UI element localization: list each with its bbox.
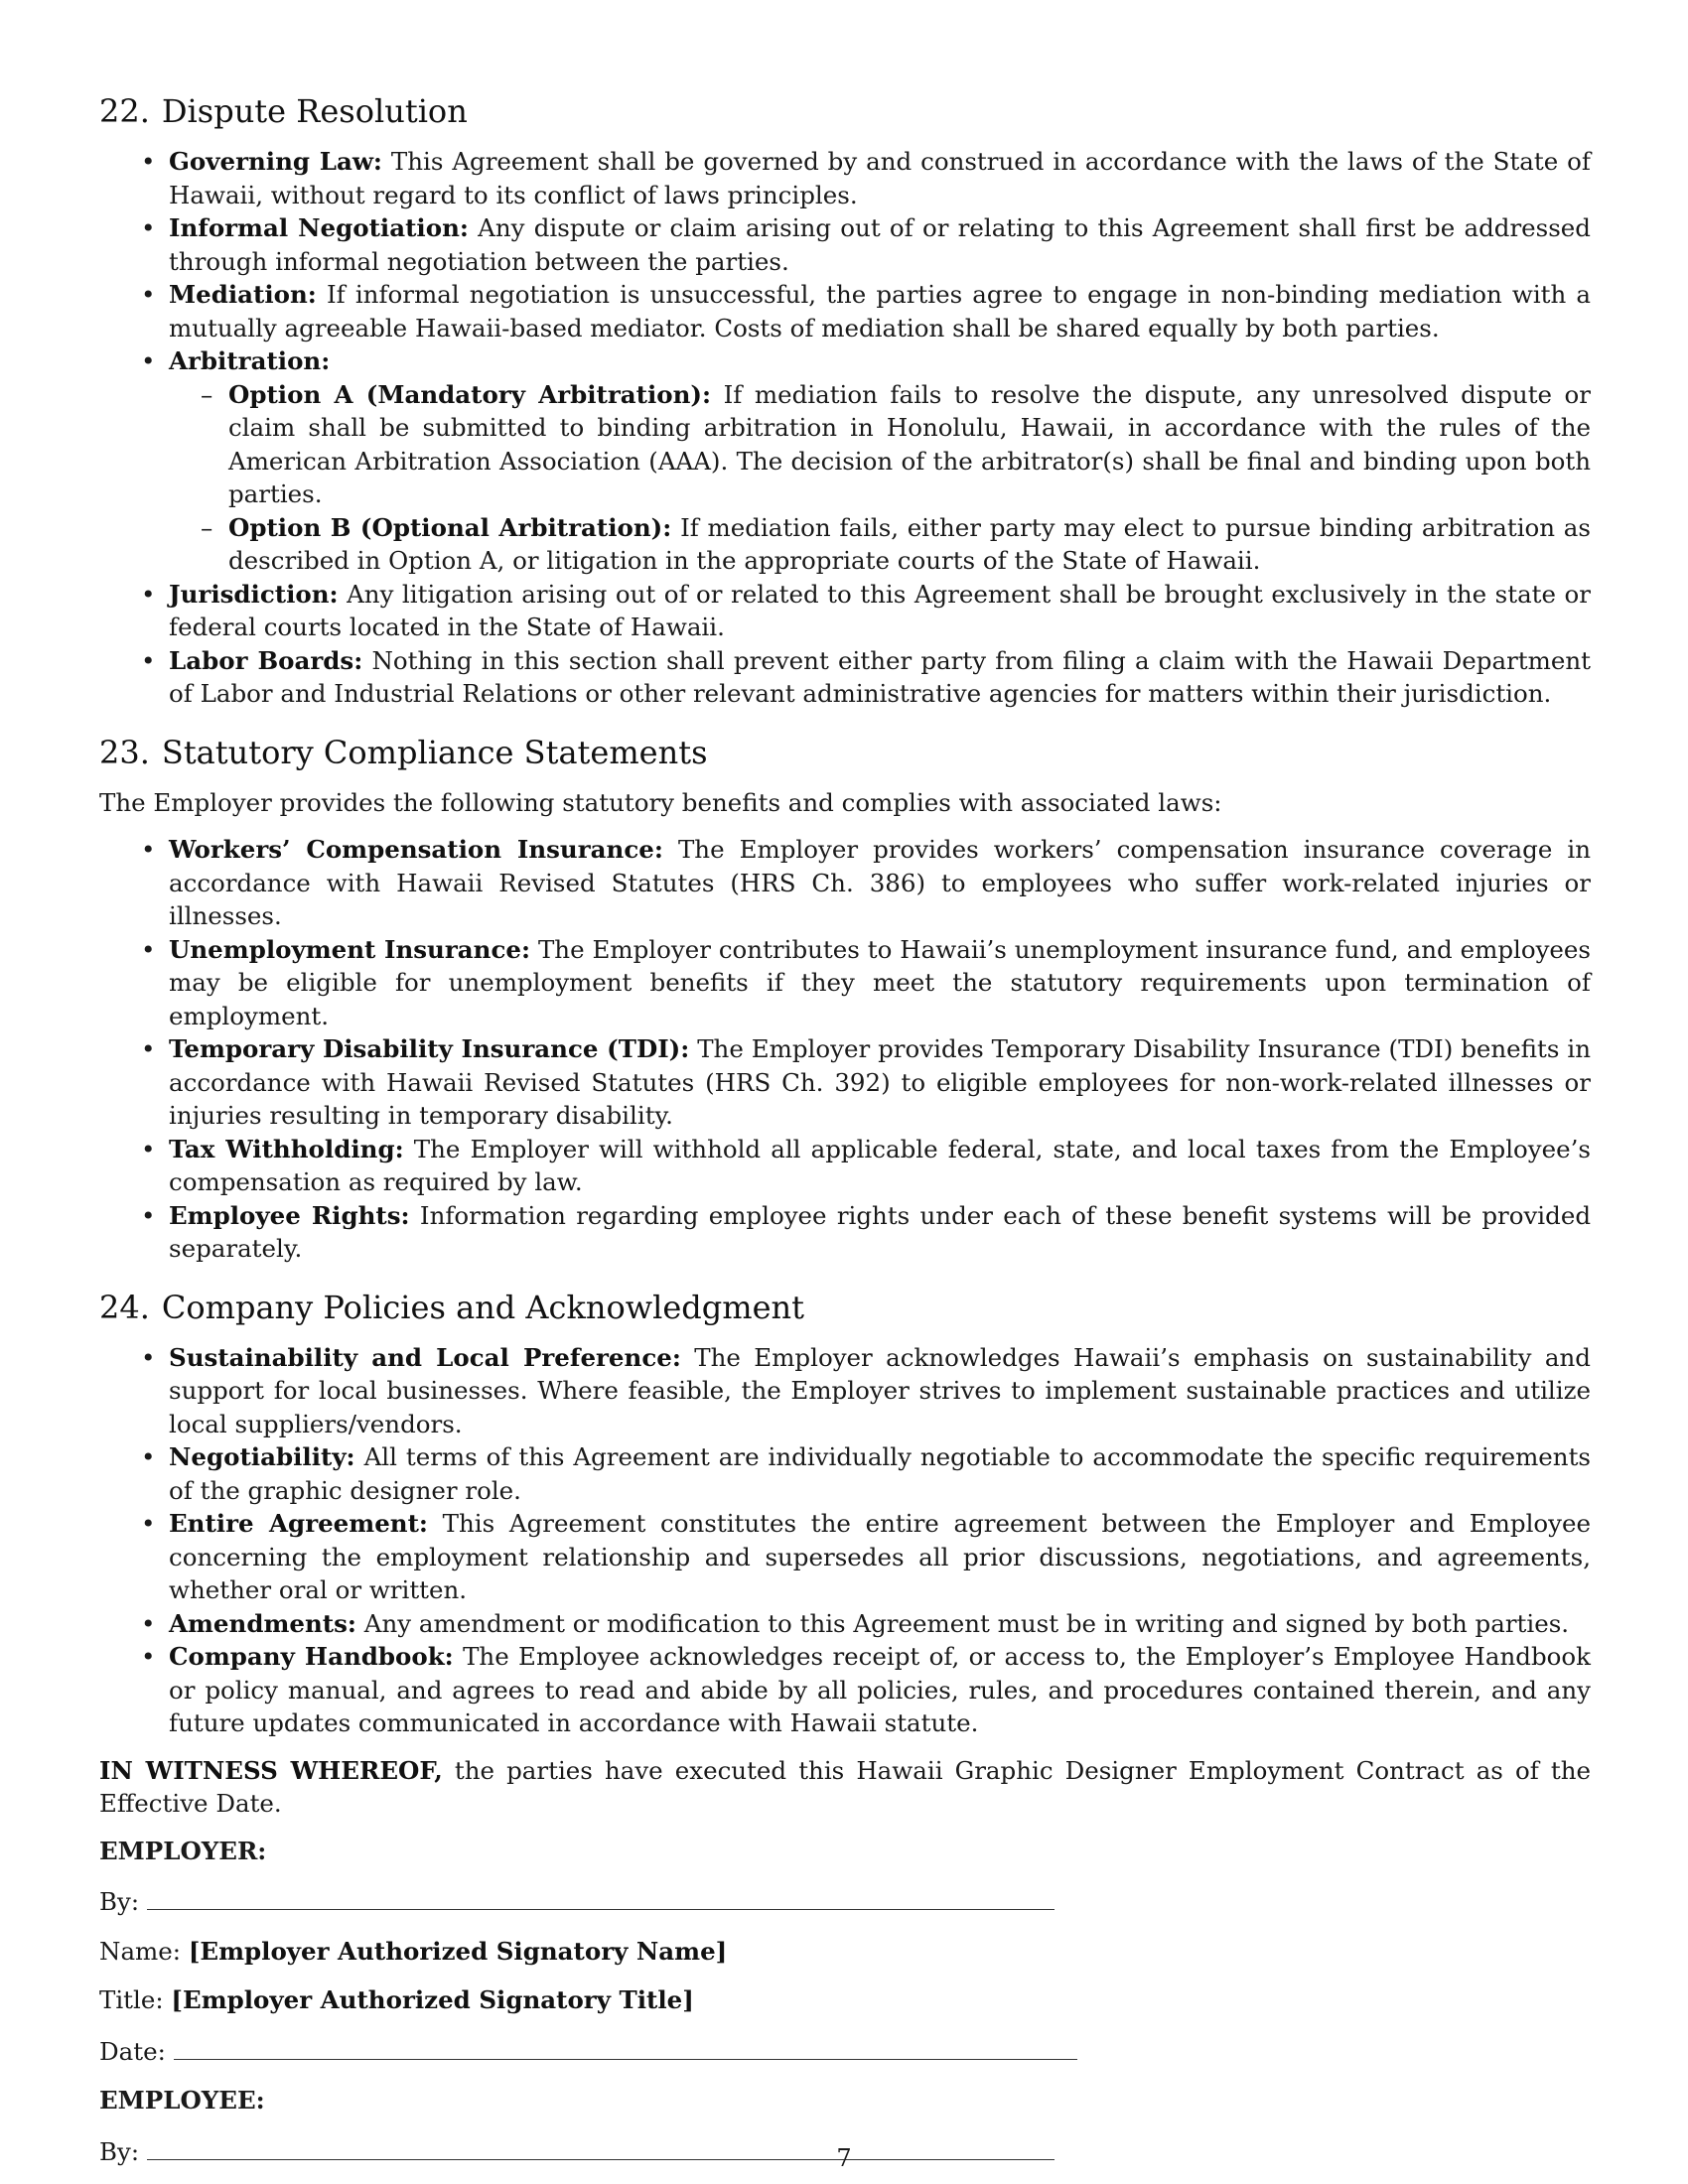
witness-clause: IN WITNESS WHEREOF, the parties have executed this Hawaii Graphic Designer Employment Contract as of the Effective Date. <box>99 1755 1591 1818</box>
list-item-employee-rights: • Employee Rights: Information regarding employee rights under each of these benefit systems will be provided separately. <box>99 1199 1591 1266</box>
employee-by-line: By: <box>99 2133 1591 2169</box>
sub-item-option-a: – Option A (Mandatory Arbitration): If mediation fails to resolve the dispute, any unresolved dispute or claim shall be submitted to binding arbitration in Honolulu, Hawaii, in accordance with the rules of the American Arbitration Association (AAA). The decision of the arbitrator(s) shall be final and binding upon both parties. <box>169 378 1591 511</box>
list-item-sustainability: • Sustainability and Local Preference: The Employer acknowledges Hawaii’s emphasis on sustainability and support for local businesses. Where feasible, the Employer strives to implement sustainable practices and utilize local suppliers/vendors. <box>99 1341 1591 1441</box>
sub-item-option-b: – Option B (Optional Arbitration): If mediation fails, either party may elect to pursue binding arbitration as described in Option A, or litigation in the appropriate courts of the State of Hawaii. <box>169 511 1591 578</box>
employer-signature-field[interactable] <box>147 1883 1055 1910</box>
section-22-list <box>99 145 1591 711</box>
list-item-arbitration: • Arbitration: – Option A (Mandatory Arbitration): If mediation fails to resolve the dispute, any unresolved dispute or claim shall be submitted to binding arbitration in Honolulu, Hawaii, in accordance with the rules of the American Arbitration Association (AAA). The decision of the arbitrator(s) shall be final and binding upon both parties. – Option B (Optional Arbitration): If mediation fails, either party may elect to pursue binding arbitration as described in Option A, or litigation in the appropriate courts of the State of Hawaii. <box>99 344 1591 578</box>
list-item-amendments: • Amendments: Any amendment or modification to this Agreement must be in writing and signed by both parties. <box>99 1607 1591 1641</box>
section-24 <box>99 1288 1591 1740</box>
list-item-labor-boards: • Labor Boards: Nothing in this section shall prevent either party from filing a claim with the Hawaii Department of Labor and Industrial Relations or other relevant administrative agencies for matters within their jurisdiction. <box>99 644 1591 711</box>
section-23 <box>99 733 1591 1266</box>
list-item-entire-agreement: • Entire Agreement: This Agreement constitutes the entire agreement between the Employer and Employee concerning the employment relationship and supersedes all prior discussions, negotiations, and agreements, whether oral or written. <box>99 1507 1591 1607</box>
employer-heading: EMPLOYER: <box>99 1836 267 1865</box>
section-intro: The Employer provides the following statutory benefits and complies with associated laws: <box>99 787 1222 817</box>
employer-date-line: Date: <box>99 2033 1591 2069</box>
section-22 <box>99 91 1591 711</box>
list-item-unemployment-insurance: • Unemployment Insurance: The Employer contributes to Hawaii’s unemployment insurance fund, and employees may be eligible for unemployment benefits if they meet the statutory requirements upon termination of employment. <box>99 933 1591 1033</box>
list-item-tax-withholding: • Tax Withholding: The Employer will withhold all applicable federal, state, and local taxes from the Employee’s compensation as required by law. <box>99 1133 1591 1199</box>
employer-title-line: Title: [Employer Authorized Signatory Title] <box>99 1985 694 2014</box>
employer-by-line: By: <box>99 1883 1591 1919</box>
section-23-list <box>99 833 1591 1266</box>
section-24-list <box>99 1341 1591 1740</box>
list-item-company-handbook: • Company Handbook: The Employee acknowledges receipt of, or access to, the Employer’s Employee Handbook or policy manual, and agrees to read and abide by all policies, rules, and procedures contained therein, and any future updates communicated in accordance with Hawaii statute. <box>99 1640 1591 1740</box>
list-item-governing-law: • Governing Law: This Agreement shall be governed by and construed in accordance with the laws of the State of Hawaii, without regard to its conflict of laws principles. <box>99 145 1591 211</box>
employer-name-line: Name: [Employer Authorized Signatory Name] <box>99 1936 728 1966</box>
employee-heading: EMPLOYEE: <box>99 2086 265 2115</box>
employer-date-field[interactable] <box>174 2033 1077 2060</box>
list-item-mediation: • Mediation: If informal negotiation is unsuccessful, the parties agree to engage in non-binding mediation with a mutually agreeable Hawaii-based mediator. Costs of mediation shall be shared equally by both parties. <box>99 278 1591 344</box>
section-heading: 23. Statutory Compliance Statements <box>99 733 708 771</box>
list-item-negotiability: • Negotiability: All terms of this Agreement are individually negotiable to accommodate the specific requirements of the graphic designer role. <box>99 1440 1591 1507</box>
page-number: 7 <box>836 2144 852 2172</box>
section-heading: 22. Dispute Resolution <box>99 92 468 130</box>
list-item-jurisdiction: • Jurisdiction: Any litigation arising out of or related to this Agreement shall be brought exclusively in the state or federal courts located in the State of Hawaii. <box>99 578 1591 644</box>
arbitration-options-list <box>169 378 1591 578</box>
section-heading: 24. Company Policies and Acknowledgment <box>99 1288 804 1326</box>
list-item-workers-compensation: • Workers’ Compensation Insurance: The Employer provides workers’ compensation insurance coverage in accordance with Hawaii Revised Statutes (HRS Ch. 386) to employees who suffer work-related injuries or illnesses. <box>99 833 1591 933</box>
list-item-informal-negotiation: • Informal Negotiation: Any dispute or claim arising out of or relating to this Agreement shall first be addressed through informal negotiation between the parties. <box>99 211 1591 278</box>
list-item-tdi: • Temporary Disability Insurance (TDI): The Employer provides Temporary Disability Insurance (TDI) benefits in accordance with Hawaii Revised Statutes (HRS Ch. 392) to eligible employees for non-work-related illnesses or injuries resulting in temporary disability. <box>99 1032 1591 1133</box>
employer-signature-block <box>99 1835 1591 2069</box>
